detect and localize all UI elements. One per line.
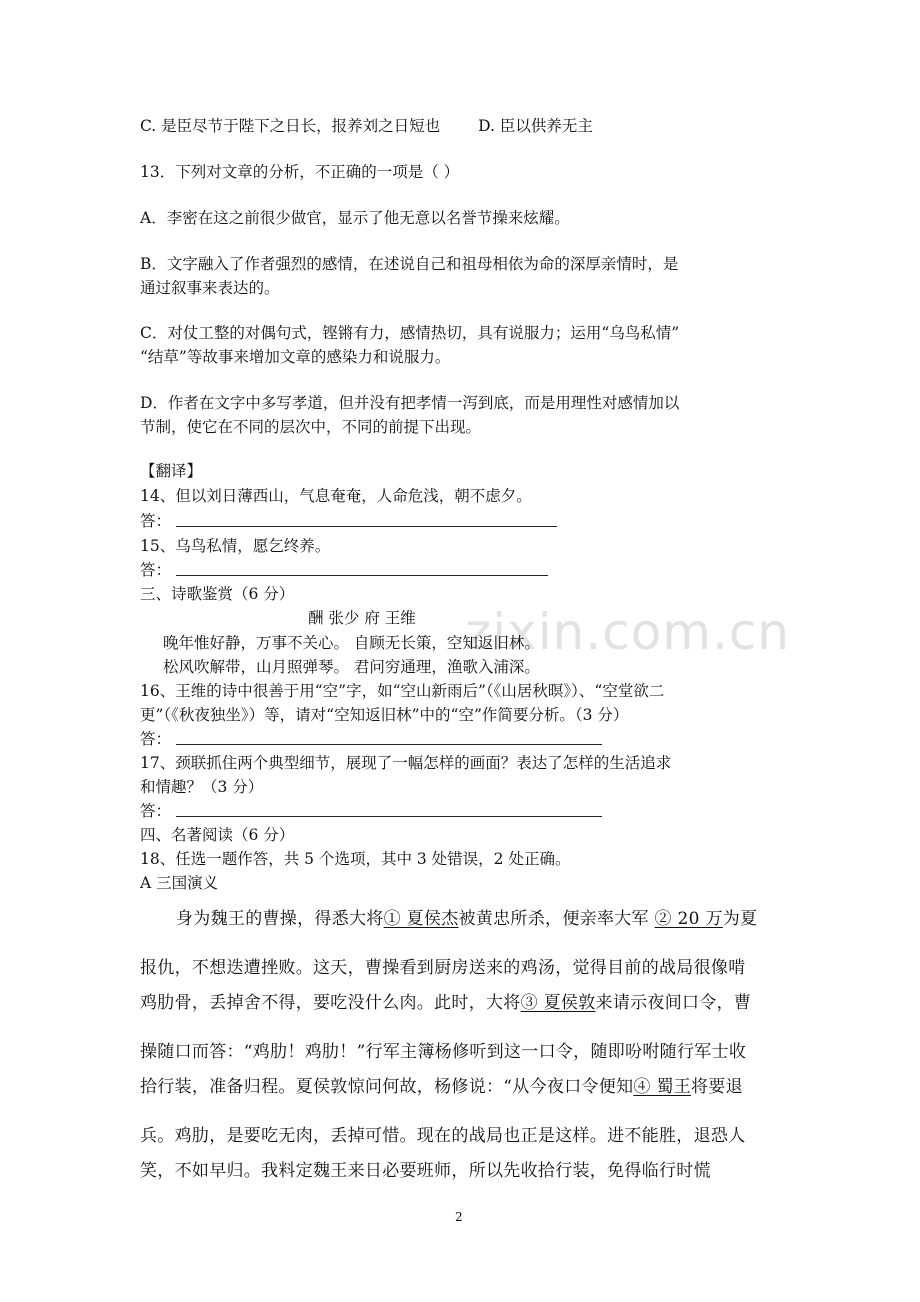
option-a-title: A 三国演义 xyxy=(140,874,219,892)
translate-heading: 【翻译】 xyxy=(140,462,203,480)
q13-option-c-line1: C．对仗工整的对偶句式，铿锵有力，感情热切，具有说服力；运用“乌鸟私情” xyxy=(140,324,680,342)
q12-option-d: D. 臣以供养无主 xyxy=(478,117,593,135)
q17-line1: 17、颈联抓住两个典型细节，展现了一幅怎样的画面？表达了怎样的生活追求 xyxy=(140,754,672,772)
q13-stem: 13．下列对文章的分析，不正确的一项是（ ） xyxy=(140,163,460,181)
passage-line-3 xyxy=(140,988,751,1013)
page-number: 2 xyxy=(455,1210,463,1224)
passage-text: 来请示夜间口令，曹 xyxy=(595,993,752,1013)
q13-option-b-line2: 通过叙事来表达的。 xyxy=(140,279,280,297)
passage-line-4: 操随口而答：“鸡肋！鸡肋！”行军主簿杨修听到这一口令，随即吩咐随行军士收 xyxy=(140,1042,747,1062)
marked-item-2: ② 20 万 xyxy=(654,909,723,929)
poem-line-2: 松风吹解带，山月照弹琴。 君问穷通理，渔歌入浦深。 xyxy=(163,658,540,676)
poem-title: 酬 张少 府 王维 xyxy=(308,609,416,627)
q13-option-a: A．李密在这之前很少做官，显示了他无意以名誉节操来炫耀。 xyxy=(140,209,570,227)
q14-answer-blank[interactable] xyxy=(176,526,557,527)
passage-text: 将要退 xyxy=(691,1077,743,1097)
q14-text: 14、但以刘日薄西山，气息奄奄，人命危浅，朝不虑夕。 xyxy=(140,487,532,505)
q16-answer-blank[interactable] xyxy=(176,744,602,745)
watermark: zixin.com.cn xyxy=(465,603,791,661)
passage-line-1 xyxy=(176,904,757,929)
passage-line-5 xyxy=(140,1072,743,1097)
marked-item-3: ③ 夏侯敦 xyxy=(520,993,596,1013)
q12-option-c: C. 是臣尽节于陛下之日长，报养刘之日短也 xyxy=(140,117,441,135)
q15-answer-label: 答： xyxy=(140,561,172,579)
passage-line-2: 报仇，不想迭遭挫败。这天，曹操看到厨房送来的鸡汤，觉得目前的战局很像啃 xyxy=(140,958,746,978)
q15-answer-blank[interactable] xyxy=(176,575,548,576)
q16-line2: 更”（《秋夜独坐》）等，请对“空知返旧林”中的“空”作简要分析。（3 分） xyxy=(140,706,629,724)
passage-line-6: 兵。鸡肋，是要吃无肉，丢掉可惜。现在的战局也正是这样。进不能胜，退恐人 xyxy=(140,1126,746,1146)
q13-option-b-line1: B．文字融入了作者强烈的感情，在述说自己和祖母相依为命的深厚亲情时，是 xyxy=(140,255,679,273)
q17-answer-label: 答： xyxy=(140,802,172,820)
marked-item-1: ① 夏侯杰 xyxy=(383,909,459,929)
q18-instruction: 18、任选一题作答，共 5 个选项，其中 3 处错误，2 处正确。 xyxy=(140,850,571,868)
q14-answer-label: 答： xyxy=(140,512,172,530)
poem-section-heading: 三、诗歌鉴赏（6 分） xyxy=(140,585,295,603)
passage-text: 为夏 xyxy=(722,909,758,929)
q16-line1: 16、王维的诗中很善于用“空”字，如“空山新雨后”（《山居秋暝》）、“空堂欲二 xyxy=(140,682,665,700)
q13-option-d-line1: D．作者在文字中多写孝道，但并没有把孝情一泻到底，而是用理性对感情加以 xyxy=(140,394,680,412)
passage-line-7: 笑，不如早归。我料定魏王来日必要班师，所以先收拾行装，免得临行时慌 xyxy=(140,1161,711,1181)
q13-option-d-line2: 节制，使它在不同的层次中，不同的前提下出现。 xyxy=(140,418,482,436)
passage-text: 拾行装，准备归程。夏侯敦惊问何故，杨修说：“从今夜口令便知 xyxy=(140,1077,634,1097)
q17-line2: 和情趣？（3 分） xyxy=(140,778,264,796)
q15-text: 15、乌鸟私情，愿乞终养。 xyxy=(140,537,331,555)
passage-text: 身为魏王的曹操，得悉大将 xyxy=(176,909,384,929)
q12-options xyxy=(140,114,593,136)
marked-item-4: ④ 蜀王 xyxy=(633,1077,691,1097)
poem-line-1: 晚年惟好静，万事不关心。 自顾无长策，空知返旧林。 xyxy=(163,634,540,652)
passage-text: 鸡肋骨，丢掉舍不得，要吃没什么肉。此时，大将 xyxy=(140,993,521,1013)
passage-text: 被黄忠所杀，便亲率大军 xyxy=(458,909,655,929)
q17-answer-blank[interactable] xyxy=(176,816,602,817)
classics-section-heading: 四、名著阅读（6 分） xyxy=(140,826,295,844)
q13-option-c-line2: “结草”等故事来增加文章的感染力和说服力。 xyxy=(140,348,451,366)
q16-answer-label: 答： xyxy=(140,730,172,748)
